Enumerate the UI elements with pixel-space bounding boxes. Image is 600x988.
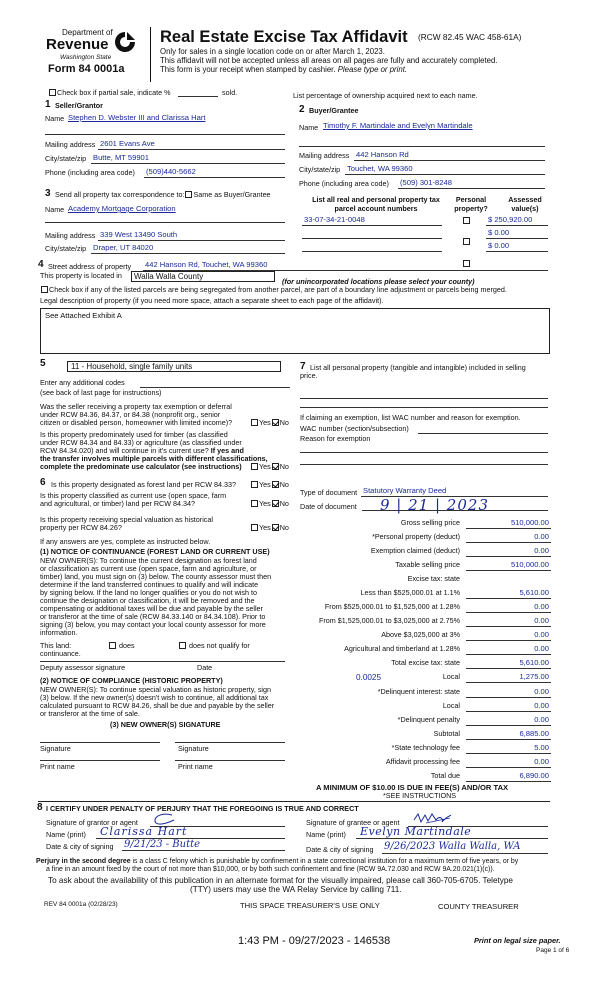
buyer-address-label: Mailing address (299, 151, 350, 160)
form-number: Form 84 0001a (48, 63, 125, 75)
seller-address-label: Mailing address (45, 140, 96, 149)
tax-row: Gross selling price 510,000.00 (400, 518, 549, 527)
tax-corr-city-label: City/state/zip (45, 244, 87, 253)
reason-label: Reason for exemption (300, 434, 371, 443)
use-code-value: 11 - Household, single family units (71, 362, 193, 371)
sec6-q1-yesno: Yes No (250, 481, 289, 489)
legal-size-note: Print on legal size paper. (474, 936, 561, 945)
buyer-address[interactable]: 442 Hanson Rd (356, 150, 409, 159)
sec6-q2-line: Is this property classified as current use (open space, farm (40, 491, 227, 500)
treasurer-space: THIS SPACE TREASURER'S USE ONLY (240, 901, 380, 910)
sec6-q3-line: Is this property receiving special valuation as historical (40, 515, 213, 524)
tax-corr-name[interactable]: Academy Mortgage Corporation (68, 204, 176, 213)
tax-row: Excise tax: state (407, 574, 460, 583)
sec5-q1-no[interactable] (272, 419, 279, 426)
use-code-select[interactable] (67, 361, 281, 372)
doc-type[interactable]: Statutory Warranty Deed (363, 486, 447, 495)
sec5-q2-line: the transfer involves multiple parcels with different classifications, (40, 454, 268, 463)
sec5-q2-line: complete the predominate use calculator (see instructions) (40, 462, 242, 471)
parcels-head-2: parcel account numbers (334, 204, 418, 213)
county-value: Walla Walla County (134, 272, 204, 281)
alt-format-line-1: To ask about the availability of this publication in an alternate format for the visually impaired, please call 360-705-6705. Teletype (48, 876, 513, 885)
assessed-head-2: value(s) (511, 204, 539, 213)
parcels-head-1: List all real and personal property tax (312, 195, 440, 204)
dor-logo (113, 30, 137, 54)
seller-phone-label: Phone (including area code) (45, 168, 135, 177)
local-rate[interactable]: 0.0025 (356, 673, 382, 682)
sec7-label-2: price. (300, 371, 318, 380)
sec5-q1-line: citizen or disabled person, homeowner with limited income)? (40, 418, 233, 427)
wac-label: WAC number (section/subsection) (300, 424, 409, 433)
sec6-q3-yesno: Yes No (250, 524, 289, 532)
sec4-num: 4 (38, 259, 44, 270)
grantor-sig-label: Signature of grantor or agent (46, 818, 138, 827)
tax-corr-name-label: Name (45, 205, 65, 214)
partial-sale-checkbox[interactable] (49, 89, 56, 96)
sec5-q2-line: under RCW 84.34 and 84.33) or agriculture (as classified under (40, 438, 242, 447)
buyer-city-label: City/state/zip (299, 165, 341, 174)
page-number: Page 1 of 6 (536, 947, 570, 954)
sec6-q2-yes[interactable] (251, 500, 258, 507)
see-instructions: *SEE INSTRUCTIONS (383, 791, 457, 800)
header-divider (150, 27, 151, 82)
grantee-name-label: Name (print) (306, 830, 346, 839)
buyer-city[interactable]: Touchet, WA 99360 (347, 164, 413, 173)
exempt-claim-label: If claiming an exemption, list WAC number and reason for exemption. (300, 413, 521, 422)
deputy-date-label: Date (197, 663, 213, 672)
sec5-num: 5 (40, 358, 46, 369)
assessed-head-1: Assessed (508, 195, 542, 204)
form-title: Real Estate Excise Tax Affidavit (160, 28, 408, 46)
sec1-num: 1 (45, 99, 51, 110)
tax-row: Affidavit processing fee 0.00 (385, 757, 549, 766)
header-note-3: This form is your receipt when stamped by cashier. Please type or print. (160, 65, 408, 74)
sec5-q1-line: Was the seller receiving a property tax exemption or deferral (40, 402, 232, 411)
owner-print-label: Print name (40, 762, 75, 771)
buyer-name-label: Name (299, 123, 319, 132)
grantor-name-label: Name (print) (46, 830, 86, 839)
sec7-label: List all personal property (tangible and intangible) included in selling (310, 363, 526, 372)
grantee-signature[interactable] (412, 811, 452, 826)
dept-label-1: Department of (62, 28, 113, 37)
sec5-q2-line: RCW 84.34.020) and will continue in it's current use? If yes and (40, 446, 244, 455)
grantor-date-label: Date & city of signing (46, 842, 114, 851)
personal-head-1: Personal (455, 195, 487, 204)
header-note-1: Only for sales in a single location code on or after March 1, 2023. (160, 47, 385, 56)
sec5-q2-yesno: Yes No (250, 463, 289, 471)
tax-row: *State technology fee 5.00 (391, 743, 549, 752)
grantee-name[interactable]: Evelyn Martindale (360, 825, 472, 838)
assessed-value[interactable]: $ 0.00 (488, 241, 510, 250)
seller-phone[interactable]: (509)440-5662 (146, 167, 196, 176)
tax-row: Less than $525,000.01 at 1.1% 5,610.00 (360, 588, 549, 597)
tax-row: From $525,000.01 to $1,525,000 at 1.28% 0.00 (324, 602, 549, 611)
tax-row: From $1,525,000.01 to $3,025,000 at 2.75% 0.00 (318, 616, 549, 625)
assessed-value[interactable]: $ 250,920.00 (488, 215, 533, 224)
minimum-due-note: A MINIMUM OF $10.00 IS DUE IN FEE(S) AND/OR TAX (316, 783, 509, 792)
tax-row: *Personal property (deduct) 0.00 (372, 532, 549, 541)
tax-row: Taxable selling price 510,000.00 (395, 560, 549, 569)
owner-sig-label: Signature (178, 744, 209, 753)
tax-row: Total due 6,890.00 (430, 771, 549, 780)
sec6-q3-no[interactable] (272, 524, 279, 531)
addl-codes-label: Enter any additional codes (40, 378, 125, 387)
tax-corr-address[interactable]: 339 West 13490 South (100, 230, 178, 239)
seller-city[interactable]: Butte, MT 59901 (93, 153, 150, 162)
legal-description: See Attached Exhibit A (45, 311, 122, 320)
personal-head-2: property? (454, 204, 488, 213)
personal-property-checkbox[interactable] (463, 238, 470, 245)
tax-row: Subtotal 6,885.00 (433, 729, 549, 738)
segregated-row: Check box if any of the listed parcels are being segregated from another parcel, are part of a boundary line adjustment or parcels being merged. (40, 286, 507, 294)
seller-address[interactable]: 2601 Evans Ave (100, 139, 155, 148)
buyer-heading: Buyer/Grantee (309, 106, 359, 115)
tax-corr-row: Send all property tax correspondence to: Same as Buyer/Grantee (55, 190, 271, 199)
certify-statement: I CERTIFY UNDER PENALTY OF PERJURY THAT THE FOREGOING IS TRUE AND CORRECT (46, 804, 359, 813)
sec5-q2-no[interactable] (272, 463, 279, 470)
grantor-date-city[interactable]: 9/21/23 - Butte (124, 839, 201, 850)
tax-row: Exemption claimed (deduct) 0.00 (370, 546, 549, 555)
sold-label: sold. (222, 88, 238, 97)
personal-property-checkbox[interactable] (463, 260, 470, 267)
county-select[interactable] (131, 271, 275, 282)
tax-row: *Delinquent interest: state 0.00 (377, 687, 549, 696)
sec5-q2-yes[interactable] (251, 463, 258, 470)
buyer-phone[interactable]: (509) 301-8248 (400, 178, 452, 187)
tax-row: Agricultural and timberland at 1.28% 0.00 (344, 644, 549, 653)
doc-date-label: Date of document (300, 502, 357, 511)
same-as-buyer-checkbox[interactable] (185, 191, 192, 198)
buyer-name[interactable]: Timothy F. Martindale and Evelyn Martindale (323, 121, 473, 130)
doc-type-label: Type of document (300, 488, 358, 497)
sec6-q2-yesno: Yes No (250, 500, 289, 508)
doc-date[interactable]: 9 | 21 | 2023 (380, 496, 489, 514)
sec6-num: 6 (40, 477, 46, 488)
sec8-divider (38, 801, 550, 802)
dept-label-2: Revenue (46, 36, 109, 53)
does-not-qualify-checkbox[interactable] (179, 642, 186, 649)
sec5-q1-yesno: Yes No (250, 419, 289, 427)
seller-name-label: Name (45, 114, 65, 123)
sec6-q3-line: property per RCW 84.26? (40, 523, 122, 532)
statute: (RCW 82.45 WAC 458-61A) (418, 32, 522, 42)
revision: REV 84 0001a (02/28/23) (44, 901, 118, 908)
grantor-signature[interactable] (150, 812, 180, 826)
notice-compliance-title: (2) NOTICE OF COMPLIANCE (HISTORIC PROPERTY) (40, 676, 223, 685)
notice-continuance-title: (1) NOTICE OF CONTINUANCE (FOREST LAND OR CURRENT USE) (40, 547, 270, 556)
partial-sale-row: Check box if partial sale, indicate % (48, 89, 170, 97)
sec8-num: 8 (37, 802, 43, 813)
buyer-phone-label: Phone (including area code) (299, 179, 389, 188)
sec6-if-yes: If any answers are yes, complete as instructed below. (40, 537, 211, 546)
tax-row: Local 0.00 (442, 701, 549, 710)
deputy-sig-label: Deputy assessor signature (40, 663, 126, 672)
does-not-row: does not qualify for (178, 642, 250, 650)
does-qualify-checkbox[interactable] (109, 642, 116, 649)
sec5-q1-yes[interactable] (251, 419, 258, 426)
sec5-q2-line: Is this property predominately used for timber (as classified (40, 430, 228, 439)
sec6-q1: Is this property designated as forest land per RCW 84.33? (51, 480, 236, 489)
sec5-q1-line: under RCW 84.36, 84.37, or 84.38 (nonprofit org., senior (40, 410, 221, 419)
tax-row: Above $3,025,000 at 3% 0.00 (381, 630, 549, 639)
does-row: does (108, 642, 135, 650)
alt-format-line-2: (TTY) users may use the WA Relay Service by calling 711. (190, 885, 402, 894)
cashier-stamp: 1:43 PM - 09/27/2023 - 146538 (238, 935, 391, 947)
sec7-num: 7 (300, 361, 306, 372)
perjury-line-1: Perjury in the second degree is a class C felony which is punishable by confinement in a state correctional institution for a maximum term of five years, or by (36, 858, 519, 865)
personal-property-checkbox[interactable] (463, 217, 470, 224)
county-note: (for unincorporated locations please select your county) (282, 277, 475, 286)
sec6-q2-no[interactable] (272, 500, 279, 507)
sec6-q1-yes[interactable] (251, 481, 258, 488)
seller-name[interactable]: Stephen D. Webster III and Clarissa Hart (68, 113, 206, 122)
new-owner-sig-title: (3) NEW OWNER(S) SIGNATURE (110, 720, 221, 729)
seller-city-label: City/state/zip (45, 154, 87, 163)
legal-description-box[interactable] (40, 308, 550, 354)
grantor-name[interactable]: Clarissa Hart (100, 825, 188, 838)
state-label: Washington State (60, 54, 112, 61)
sec2-num: 2 (299, 104, 305, 115)
legal-label: Legal description of property (if you need more space, attach a separate sheet to each page of the affidavit). (40, 296, 384, 305)
owner-sig-label: Signature (40, 744, 71, 753)
located-label: This property is located in (40, 271, 122, 280)
grantee-date-label: Date & city of signing (306, 845, 374, 854)
addl-codes-note: (see back of last page for instructions) (40, 388, 162, 397)
tax-corr-city[interactable]: Draper, UT 84020 (93, 243, 154, 252)
perjury-line-2: a fine in an amount fixed by the court of not more than $10,000, or by both such confinement and fine (RCW 9A.72.030 and RCW 9A.20.021(1)(c)). (46, 866, 495, 873)
owner-print-label: Print name (178, 762, 213, 771)
assessed-value[interactable]: $ 0.00 (488, 228, 510, 237)
this-land-label: This land: (40, 641, 72, 650)
tax-row: Local 1,275.00 (442, 672, 549, 681)
tax-row: *Delinquent penalty 0.00 (397, 715, 549, 724)
sec6-q2-line: and agricultural, or timber) land per RCW 84.34? (40, 499, 196, 508)
header-note-2: This affidavit will not be accepted unless all areas on all pages are fully and accurately completed. (160, 56, 498, 65)
list-pct-note: List percentage of ownership acquired next to each name. (293, 91, 478, 100)
sec3-num: 3 (45, 188, 51, 199)
seller-heading: Seller/Grantor (55, 101, 103, 110)
parcel-number[interactable]: 33-07-34-21-0048 (304, 215, 365, 224)
sec6-q1-no[interactable] (272, 481, 279, 488)
continuance-label: continuance. (40, 649, 81, 658)
grantee-date-city[interactable]: 9/26/2023 Walla Walla, WA (384, 841, 521, 852)
county-treasurer: COUNTY TREASURER (438, 902, 519, 911)
grantee-sig-label: Signature of grantee or agent (306, 818, 400, 827)
tax-row: Total excise tax: state 5,610.00 (391, 658, 549, 667)
sec6-q3-yes[interactable] (251, 524, 258, 531)
tax-corr-address-label: Mailing address (45, 231, 96, 240)
street-label: Street address of property (48, 262, 132, 271)
segregated-checkbox[interactable] (41, 286, 48, 293)
property-street[interactable]: 442 Hanson Rd, Touchet, WA 99360 (145, 260, 268, 269)
